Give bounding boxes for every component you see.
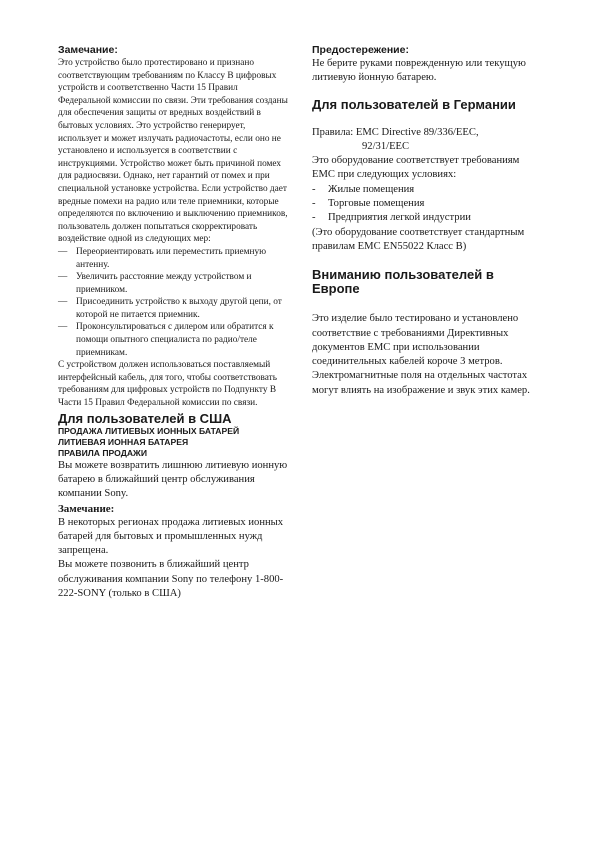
usa-section-heading: Для пользователей в США [58, 410, 232, 426]
list-item [312, 211, 540, 225]
list-dash: — [58, 322, 68, 333]
fcc-note-paragraph: Это устройство было протестировано и признано соответствующим требованиям по Классу B цифровых устройств и соответственно Части 15 Правил Федеральной комиссии по связи. Эти требования созданы для обеспечения защиты от вредных воздействий в бытовых условиях. Это устройство генерирует, использует и может излучать радиочастоты, если оно не установлено и используется в соответствии с инструкциями. Устройство может быть причиной помех для радиосвязи. Однако, нет гарантий от помех и при специальной установке устройства. Если устройство дает вредные помехи на радио или теле приемники, которые определяются по включению и выключению приемников, пользователь должен попытаться скорректировать воздействие одной из следующих мер: [58, 58, 288, 245]
usa-ban-paragraph: В некоторых регионах продажа литиевых ионных батарей для бытовых и промышленных нужд запрещена. [58, 516, 284, 557]
list-item-text: Увеличить расстояние между устройством и приемником. [76, 272, 252, 295]
usa-subheading-2: ЛИТИЕВАЯ ИОННАЯ БАТАРЕЯ [58, 436, 189, 447]
list-item-text: Присоединить устройство к выходу другой цепи, от которой не питается приемник. [76, 297, 282, 320]
usa-return-paragraph: Вы можете возвратить лишнюю литиевую ионную батарею в ближайший центр обслуживания компании Sony. [58, 459, 288, 500]
cable-paragraph: С устройством должен использоваться поставляемый интерфейсный кабель, для того, чтобы соответствовать требованиям для цифровых устройств по Подпункту B Части 15 Правил Федеральной комиссии по связи. [58, 360, 277, 409]
europe-emc-paragraph: Это изделие было тестировано и установлено соответствие с требованиями Директивных документов EMC при использовании соединительных кабелей короче 3 метров. [312, 313, 519, 368]
warning-title: Предостережение: [312, 44, 409, 56]
europe-fields-paragraph: Электромагнитные поля на отдельных частотах могут влиять на изображение и звук этих камер. [312, 370, 530, 396]
germany-conditions-list [312, 183, 540, 226]
interference-measures-list [58, 246, 288, 359]
warning-text: Не берите руками поврежденную или текущую литиевую йонную батарею. [312, 58, 526, 84]
list-item-text: Переориентировать или переместить приемную антенну. [76, 246, 267, 270]
list-item-text: Проконсультироваться с дилером или обратится к помощи опытного специалиста по радио/теле приемникам. [76, 322, 274, 358]
list-item-text: Жилые помещения [328, 183, 415, 195]
list-item [58, 271, 288, 296]
usa-note-title: Замечание: [58, 502, 115, 515]
germany-rules-line-2: 92/31/EEC [362, 140, 410, 152]
right-column [312, 44, 540, 398]
list-item [58, 246, 288, 271]
list-dash: - [312, 198, 316, 210]
list-dash: — [58, 297, 68, 308]
usa-subheading-3: ПРАВИЛА ПРОДАЖИ [58, 447, 148, 458]
usa-phone-paragraph: Вы можете позвонить в ближайший центр обслуживания компании Sony по телефону 1-800-222-SONY (только в США) [58, 559, 284, 599]
list-dash: — [58, 246, 68, 257]
list-item [58, 296, 288, 321]
germany-rules-line: Правила: EMC Directive 89/336/EEC, [312, 126, 479, 138]
germany-standard-note: (Это оборудование соответствует стандартным правилам EMC EN55022 Класс B) [312, 226, 525, 252]
list-item-text: Торговые помещения [328, 198, 425, 210]
list-dash: - [312, 212, 316, 224]
list-dash: — [58, 272, 68, 283]
list-item [312, 197, 540, 211]
list-item [58, 321, 288, 359]
germany-section-heading: Для пользователей в Германии [312, 96, 516, 112]
left-column [58, 44, 288, 601]
europe-section-heading: Вниманию пользователей в Европе [312, 267, 494, 297]
list-item [312, 183, 540, 197]
list-dash: - [312, 183, 316, 195]
note-title: Замечание: [58, 44, 118, 56]
usa-subheading-1: ПРОДАЖА ЛИТИЕВЫХ ИОННЫХ БАТАРЕЙ [58, 425, 240, 436]
list-item-text: Предприятия легкой индустрии [328, 212, 471, 224]
germany-conditions-intro: Это оборудование соответствует требованиям EMC при следующих условиях: [312, 155, 520, 181]
